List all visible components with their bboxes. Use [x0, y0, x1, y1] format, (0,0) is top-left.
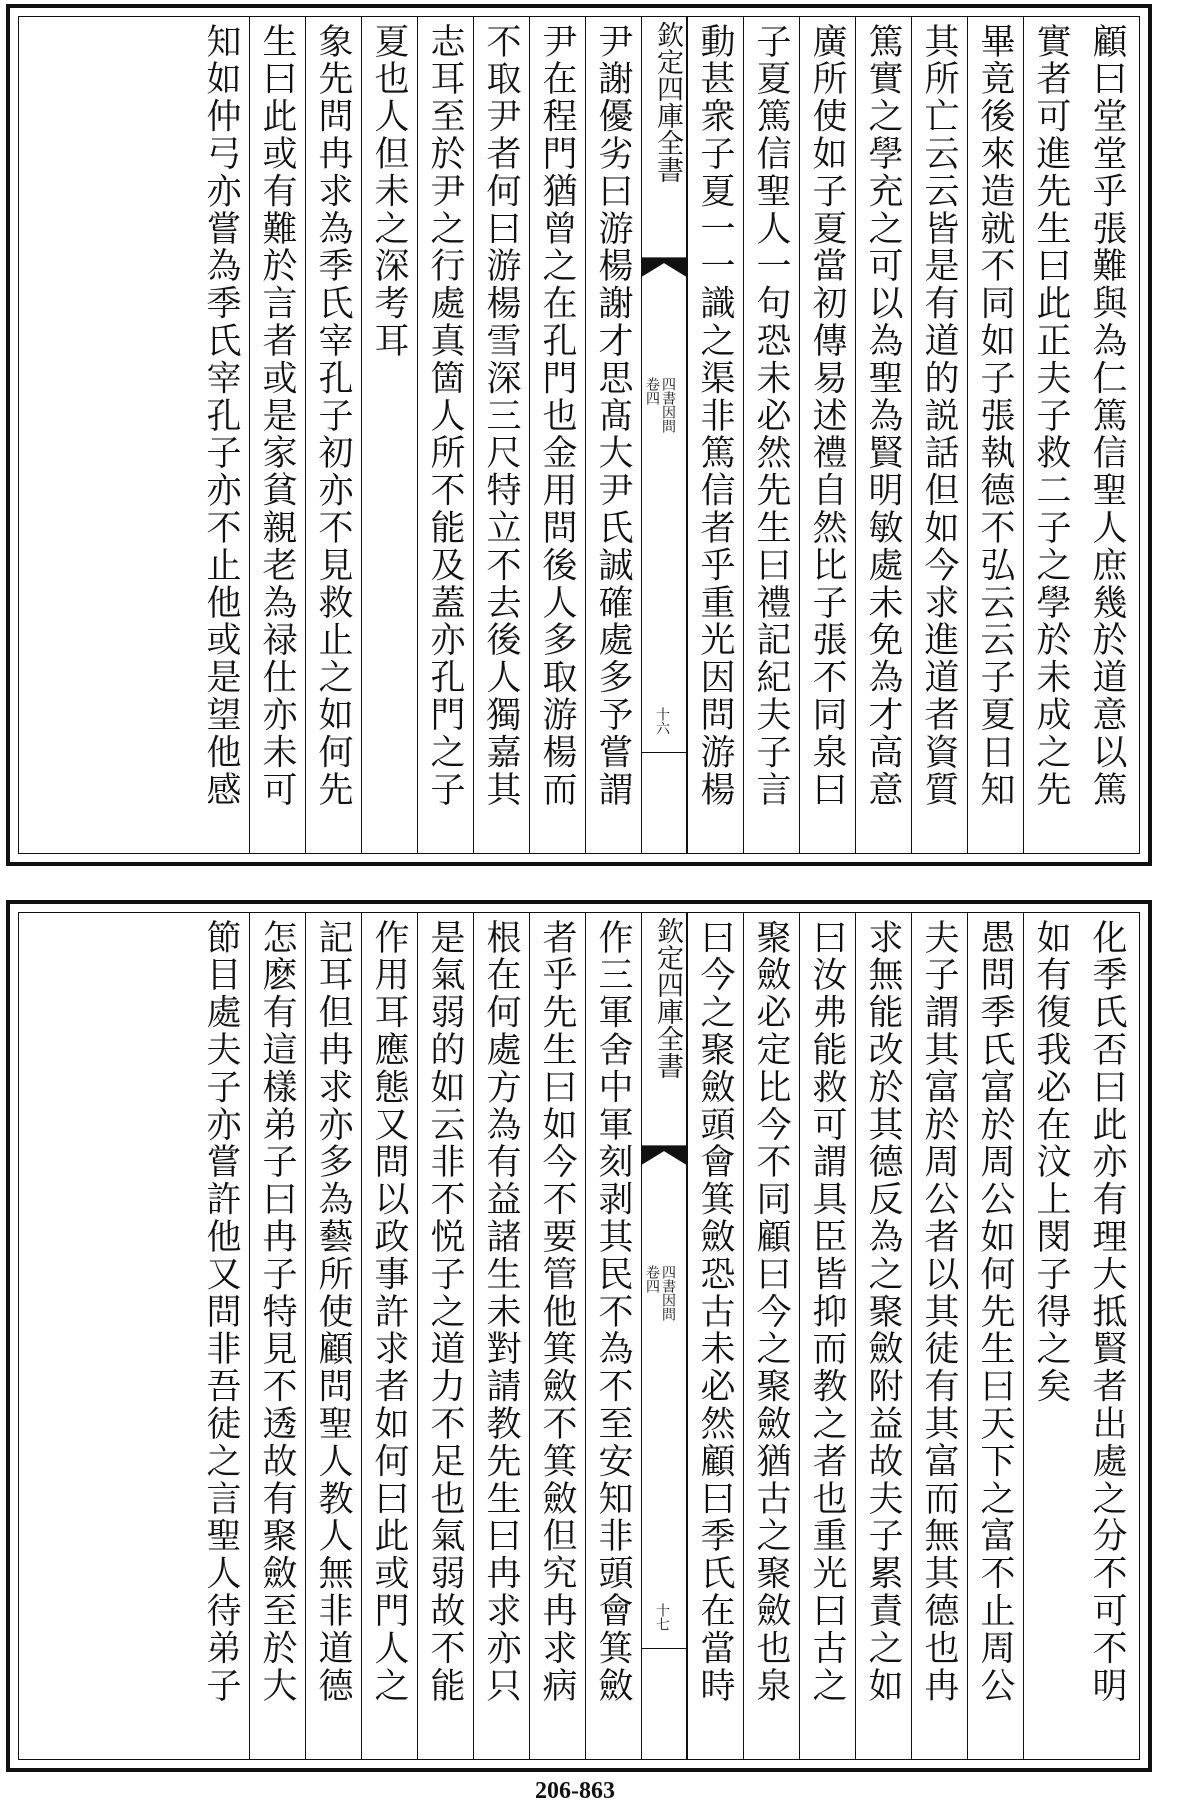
volume-label: 卷四: [644, 377, 660, 405]
text-column: 記耳但冉求亦多為藝所使顧問聖人教人無非道德: [305, 913, 361, 1759]
text-column: 作三軍舍中軍刻剥其民不為不至安知非頭會箕斂: [585, 913, 641, 1759]
text-column: 不取尹者何曰游楊雪深三尺特立不去後人獨嘉其: [473, 17, 529, 853]
page-label: 十六: [654, 707, 670, 735]
text-column: 愚問季氏富於周公如何先生曰天下之富不止周公: [967, 913, 1023, 1759]
text-column: 顧曰堂堂乎張難與為仁篤信聖人庶幾於道意以篤: [1087, 23, 1127, 809]
section-title: 四書因問: [660, 1265, 676, 1321]
bottom-page-frame: [18, 912, 1140, 1760]
center-gutter: [641, 17, 687, 853]
text-column: 篤實之學充之可以為聖為賢明敏處未免為才高意: [855, 17, 911, 853]
text-column: 根在何處方為有益諸生未對請教先生曰冉求亦只: [473, 913, 529, 1759]
book-title: 欽定四庫全書: [652, 917, 683, 1079]
text-column: 志耳至於尹之行處真箇人所不能及蓋亦孔門之子: [417, 17, 473, 853]
text-column: 曰汝弗能救可謂具臣皆抑而教之者也重光曰古之: [799, 913, 855, 1759]
text-column: 夫子謂其富於周公者以其徒有其富而無其德也冉: [911, 913, 967, 1759]
fish-tail-mark-icon: [642, 257, 686, 277]
volume-label: 卷四: [644, 1265, 660, 1293]
bottom-page-leaf: [6, 900, 1152, 1772]
text-column: 子夏篤信聖人一句恐未必然先生曰禮記紀夫子言: [743, 17, 799, 853]
fish-tail-mark-icon: [642, 1145, 686, 1165]
text-column: 生曰此或有難於言者或是家貧親老為禄仕亦未可: [249, 17, 305, 853]
text-column: 尹謝優劣曰游楊謝才思髙大尹氏誠確處多予嘗謂: [585, 17, 641, 853]
text-column: 節目處夫子亦嘗許他又問非吾徒之言聖人待弟子: [201, 919, 241, 1705]
text-column: 聚斂必定比今不同顧曰今之聚斂猶古之聚斂也泉: [743, 913, 799, 1759]
top-page-frame: [18, 16, 1140, 854]
text-column: 夏也人但未之深考耳: [361, 17, 417, 853]
text-column: 知如仲弓亦嘗為季氏宰孔子亦不止他或是望他感: [201, 23, 241, 809]
text-column: 尹在程門猶曾之在孔門也金用問後人多取游楊而: [529, 17, 585, 853]
gutter-rule: [642, 1648, 686, 1649]
text-column: 實者可進先生曰此正夫子救二子之學於未成之先: [1023, 17, 1079, 853]
text-column: 象先問冉求為季氏宰孔子初亦不見救止之如何先: [305, 17, 361, 853]
text-column: 其所亡云云皆是有道的説話但如今求進道者資質: [911, 17, 967, 853]
section-title: 四書因問: [660, 377, 676, 433]
book-title: 欽定四庫全書: [652, 21, 683, 183]
page-label: 十七: [654, 1603, 670, 1631]
page-number: 206-863: [535, 1778, 615, 1804]
text-column: 是氣弱的如云非不悦子之道力不足也氣弱故不能: [417, 913, 473, 1759]
text-column: 求無能改於其德反為之聚斂附益故夫子累責之如: [855, 913, 911, 1759]
gutter-rule: [642, 752, 686, 753]
text-column: 化季氏否曰此亦有理大抵賢者出處之分不可不明: [1087, 919, 1127, 1705]
text-column: 作用耳應態又問以政事許求者如何曰此或門人之: [361, 913, 417, 1759]
text-column: 怎麽有這樣弟子曰冉子特見不透故有聚斂至於大: [249, 913, 305, 1759]
text-column: 廣所使如子夏當初傳易述禮自然比子張不同泉曰: [799, 17, 855, 853]
text-column: 者乎先生曰如今不要管他箕斂不箕斂但究冉求病: [529, 913, 585, 1759]
text-column: 動甚衆子夏一一識之渠非篤信者乎重光因問游楊: [687, 17, 743, 853]
top-page-leaf: [6, 4, 1152, 866]
text-column: 如有復我必在汶上閔子得之矣: [1023, 913, 1079, 1759]
center-gutter: [641, 913, 687, 1759]
text-column: 曰今之聚斂頭會箕斂恐古未必然顧曰季氏在當時: [687, 913, 743, 1759]
text-column: 畢竟後來造就不同如子張執德不弘云云子夏日知: [967, 17, 1023, 853]
